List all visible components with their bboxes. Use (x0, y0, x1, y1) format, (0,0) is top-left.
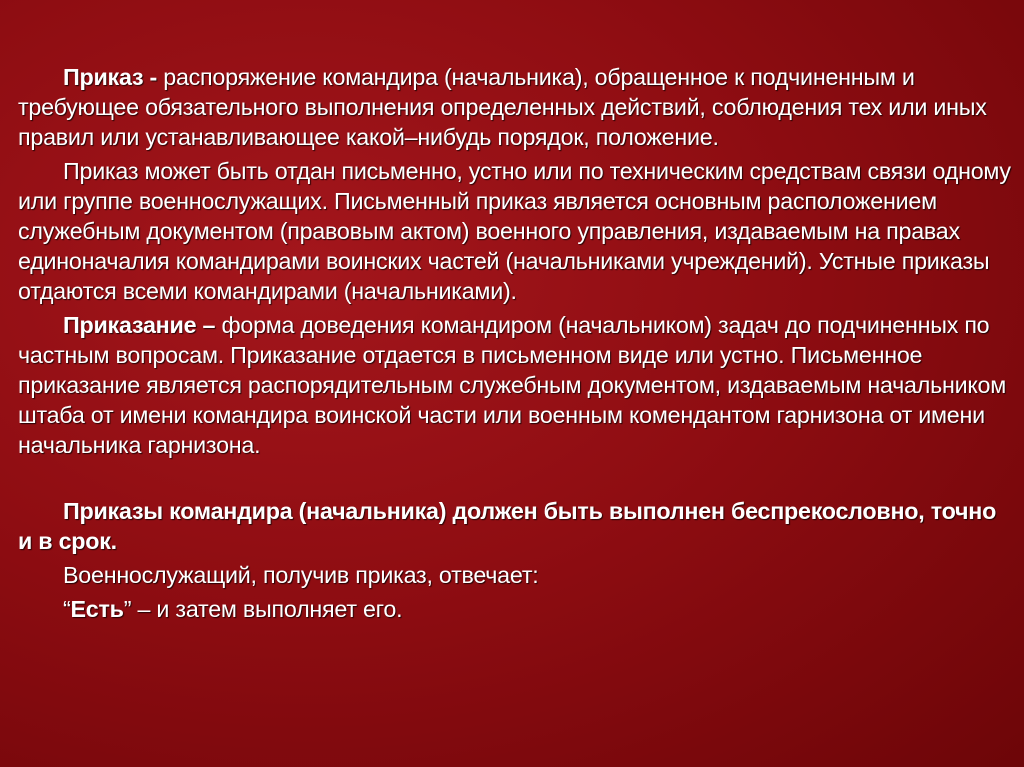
order-forms-text: Приказ может быть отдан письменно, устно или по техническим средствам связи одному или группе военнослужащих. Письменный приказ является основным расположением служебным документом (правовым актом) военного управления, издаваемым на правах единоначалия командирами воинских частей (начальниками учреждений). Устные приказы отдаются всеми командирами (начальниками). (18, 158, 1011, 304)
paragraph-order-forms (18, 156, 1014, 306)
term-order: Приказ - (63, 64, 158, 90)
definition-instruction: форма доведения командиром (начальником) задач до подчиненных по частным вопросам. Приказание отдается в письменном виде или устно. Письменное приказание является распорядительным служебным документом, издаваемым начальником штаба от имени командира воинской части или военным комендантом гарнизона от имени начальника гарнизона. (18, 312, 1007, 458)
spacer (18, 460, 1014, 496)
slide-body-text (18, 62, 1014, 624)
paragraph-order-definition (18, 62, 1014, 152)
response-text: – и затем выполняет его. (131, 596, 403, 622)
paragraph-order-execution (18, 496, 1014, 556)
quote-close: ” (123, 596, 132, 622)
paragraph-instruction-definition (18, 310, 1014, 460)
order-execution-text: Приказы командира (начальника) должен быть выполнен беспрекословно, точно и в срок. (18, 498, 997, 554)
definition-order: распоряжение командира (начальника), обращенное к подчиненным и требующее обязательного выполнения определенных действий, соблюдения тех или иных правил или устанавливающее какой–нибудь порядок, положение. (18, 64, 987, 150)
paragraph-response-intro (18, 560, 1014, 590)
response-word: Есть (70, 596, 124, 622)
response-intro-text: Военнослужащий, получив приказ, отвечает: (63, 562, 539, 588)
paragraph-response (18, 594, 1014, 624)
quote-open: “ (63, 596, 71, 622)
term-instruction: Приказание – (63, 312, 216, 338)
